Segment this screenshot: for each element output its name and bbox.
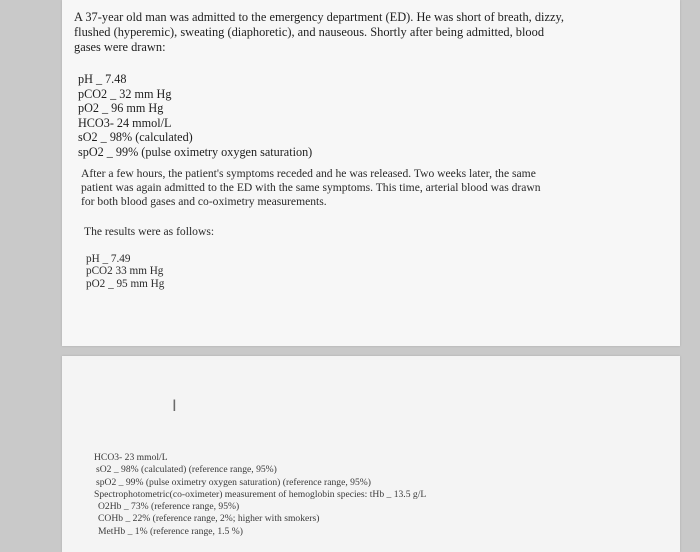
results-title: The results were as follows:	[84, 225, 215, 238]
result2-hco3: HCO3- 23 mmol/L	[94, 452, 168, 463]
result2-spo2: spO2 _ 99% (pulse oximetry oxygen saturation) (reference range, 95%)	[96, 476, 371, 488]
second-visit-paragraph	[81, 167, 551, 209]
result-spo2: spO2 _ 99% (pulse oximetry oxygen saturation)	[78, 144, 313, 159]
second-results-list	[86, 253, 164, 290]
result-pco2: pCO2 _ 32 mm Hg	[78, 86, 172, 101]
result-so2: sO2 _ 98% (calculated)	[78, 130, 193, 145]
result-ph: pH _ 7.48	[78, 72, 127, 86]
first-results-list	[78, 72, 312, 160]
result2-ph: pH _ 7.49	[86, 253, 131, 265]
result2-methb: MetHb _ 1% (reference range, 1.5 %)	[98, 525, 243, 537]
case-intro	[74, 10, 564, 55]
result2-po2: pO2 _ 95 mm Hg	[86, 277, 165, 290]
result2-o2hb: O2Hb _ 73% (reference range, 95%)	[98, 501, 240, 513]
result2-co-oximetry: Spectrophotometric(co-oximeter) measurement of hemoglobin species: tHb _ 13.5 g/L	[94, 488, 427, 500]
result-hco3: HCO3- 24 mmol/L	[78, 115, 172, 130]
result2-so2: sO2 _ 98% (calculated) (reference range, 95%)	[96, 464, 277, 476]
result-po2: pO2 _ 96 mm Hg	[78, 101, 164, 116]
text-cursor-icon: I	[172, 396, 177, 415]
case-intro-text: A 37-year old man was admitted to the emergency department (ED). He was short of breath, dizzy, flushed (hyperemic), sweating (diaphoretic), and nauseous. Shortly after being admitted, blood gases were drawn:	[74, 10, 564, 54]
second-visit-text: After a few hours, the patient's symptoms receded and he was released. Two weeks later, the same patient was again admitted to the ED with the same symptoms. This time, arterial blood was drawn for both blood gases and co-oximetry measurements.	[81, 167, 541, 208]
result2-cohb: COHb _ 22% (reference range, 2%; higher with smokers)	[98, 513, 320, 525]
continued-results-list	[94, 452, 426, 538]
result2-pco2: pCO2 33 mm Hg	[86, 265, 164, 278]
